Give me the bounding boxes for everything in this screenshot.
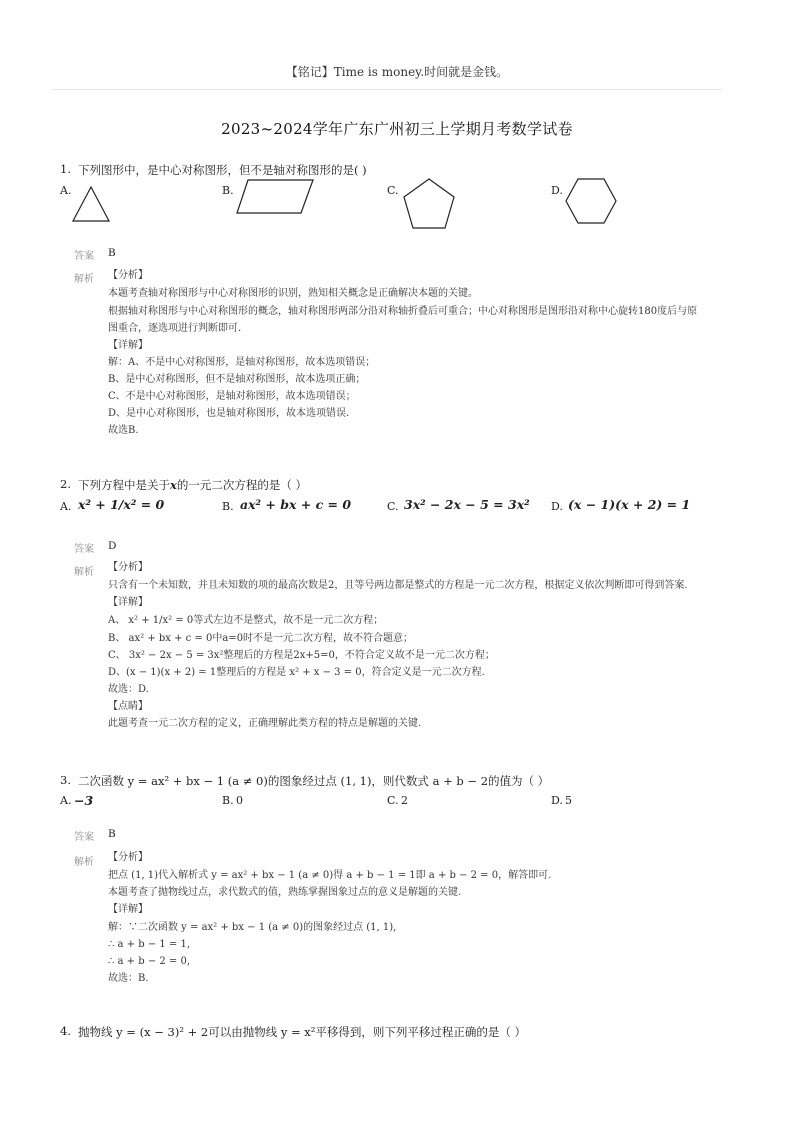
analysis-line: 【分析】 xyxy=(108,852,148,863)
q1-answer-label: 答案 xyxy=(74,251,94,262)
analysis-line: 把点 (1, 1)代入解析式 y = ax² + bx − 1 (a ≠ 0)得 a + b − 1 = 1即 a + b − 2 = 0，解答即可. xyxy=(108,870,552,881)
q4-number: 4. xyxy=(60,1024,71,1038)
header-divider xyxy=(52,89,722,90)
analysis-line: 故选：B. xyxy=(108,973,149,984)
q2-option-d-label: D. xyxy=(551,500,563,513)
analysis-line: C、不是中心对称图形，是轴对称图形，故本选项错误； xyxy=(108,391,356,402)
q3-option-a-text: −3 xyxy=(74,793,94,808)
analysis-line: D、(x − 1)(x + 2) = 1整理后的方程是 x² + x − 3 = 0，符合定义是一元二次方程. xyxy=(108,667,485,678)
q2-option-b-label: B. xyxy=(222,500,234,513)
analysis-line: 故选B. xyxy=(108,425,139,436)
q2-answer: D xyxy=(108,540,117,552)
analysis-line: 故选：D. xyxy=(108,684,149,695)
q3-number: 3. xyxy=(60,773,71,787)
q1-option-b-label: B. xyxy=(222,184,234,197)
q1-analysis-label: 解析 xyxy=(74,274,94,285)
pentagon-icon xyxy=(400,176,458,232)
analysis-line: 【分析】 xyxy=(108,562,148,573)
q2-option-c-label: C. xyxy=(387,500,399,513)
analysis-line: C、 3x² − 2x − 5 = 3x²整理后的方程是2x+5=0，不符合定义故不是一元二次方程； xyxy=(108,650,495,661)
q3-answer: B xyxy=(108,828,116,840)
q3-answer-label: 答案 xyxy=(74,832,94,843)
q3-analysis xyxy=(108,851,551,986)
q2-option-a-math: x² + 1/x² = 0 xyxy=(78,497,165,512)
analysis-line: 【点睛】 xyxy=(108,701,148,712)
q1-answer: B xyxy=(108,247,116,259)
triangle-icon xyxy=(70,184,112,226)
q2-option-c-math: 3x² − 2x − 5 = 3x² xyxy=(404,497,530,512)
q2-option-b-math: ax² + bx + c = 0 xyxy=(240,497,352,512)
q3-stem: 二次函数 y = ax² + bx − 1 (a ≠ 0)的图象经过点 (1, 1)，则代数式 a + b − 2的值为（ ） xyxy=(78,774,550,788)
q1-option-c-label: C. xyxy=(387,184,399,197)
q1-option-a-label: A. xyxy=(60,184,72,197)
analysis-line: D、是中心对称图形，也是轴对称图形，故本选项错误. xyxy=(108,408,350,419)
hexagon-icon xyxy=(563,176,619,226)
q2-stem-post: 的一元二次方程的是（ ） xyxy=(176,478,308,492)
q1-number: 1. xyxy=(60,162,71,176)
q2-answer-label: 答案 xyxy=(74,544,94,555)
q2-analysis xyxy=(108,561,688,731)
q2-analysis-label: 解析 xyxy=(74,567,94,578)
q3-analysis-label: 解析 xyxy=(74,857,94,868)
analysis-line: ∴ a + b − 2 = 0, xyxy=(108,956,191,967)
q2-stem-var: x xyxy=(170,478,177,492)
q3-option-d-text: 5 xyxy=(565,794,572,807)
analysis-line: 本题考查了抛物线过点，求代数式的值，熟练掌握图象过点的意义是解题的关键. xyxy=(108,887,462,898)
analysis-line: 只含有一个未知数，并且未知数的项的最高次数是2，且等号两边都是整式的方程是一元二次方程，根据定义依次判断即可得到答案. xyxy=(108,580,688,591)
q2-stem xyxy=(78,477,307,493)
q1-stem: 下列图形中，是中心对称图形，但不是轴对称图形的是( ) xyxy=(78,163,367,177)
analysis-line: 【详解】 xyxy=(108,597,148,608)
analysis-line: 图重合，逐选项进行判断即可. xyxy=(108,323,242,334)
q1-analysis xyxy=(108,269,697,438)
q3-option-c-label: C. xyxy=(387,794,399,807)
analysis-line: 解：A、不是中心对称图形，是轴对称图形，故本选项错误； xyxy=(108,357,376,368)
motto: 【铭记】Time is money.时间就是金钱。 xyxy=(285,65,509,79)
analysis-line: 【详解】 xyxy=(108,340,148,351)
q3-option-b-text: 0 xyxy=(236,794,243,807)
q2-option-d-math: (x − 1)(x + 2) = 1 xyxy=(568,497,691,512)
parallelogram-icon xyxy=(234,177,316,217)
q3-option-c-text: 2 xyxy=(401,794,408,807)
q3-option-d-label: D. xyxy=(551,794,563,807)
analysis-line: 本题考查轴对称图形与中心对称图形的识别，熟知相关概念是正确解决本题的关键。 xyxy=(108,288,478,299)
q2-option-a-label: A. xyxy=(60,500,72,513)
analysis-line: 【分析】 xyxy=(108,270,148,281)
q2-number: 2. xyxy=(60,477,71,491)
q3-option-b-label: B. xyxy=(222,794,234,807)
page-title: 2023~2024学年广东广州初三上学期月考数学试卷 xyxy=(221,120,573,138)
analysis-line: 根据轴对称图形与中心对称图形的概念，轴对称图形两部分沿对称轴折叠后可重合；中心对称图形是图形沿对称中心旋转180度后与原 xyxy=(108,306,698,317)
analysis-line: B、是中心对称图形，但不是轴对称图形，故本选项正确； xyxy=(108,374,366,385)
analysis-line: 解：∵二次函数 y = ax² + bx − 1 (a ≠ 0)的图象经过点 (1, 1), xyxy=(108,922,397,933)
q1-option-d-label: D. xyxy=(551,184,563,197)
q3-option-a-label: A. xyxy=(60,794,72,807)
analysis-line: ∴ a + b − 1 = 1, xyxy=(108,939,191,950)
analysis-line: 此题考查一元二次方程的定义，正确理解此类方程的特点是解题的关键. xyxy=(108,718,422,729)
analysis-line: B、 ax² + bx + c = 0中a=0时不是一元二次方程，故不符合题意； xyxy=(108,633,414,644)
q4-stem: 抛物线 y = (x − 3)² + 2可以由抛物线 y = x²平移得到，则下列平移过程正确的是（ ） xyxy=(78,1025,527,1039)
q2-stem-pre: 下列方程中是关于 xyxy=(78,478,170,492)
analysis-line: A、 x² + 1/x² = 0等式左边不是整式，故不是一元二次方程； xyxy=(108,615,384,626)
analysis-line: 【详解】 xyxy=(108,904,148,915)
